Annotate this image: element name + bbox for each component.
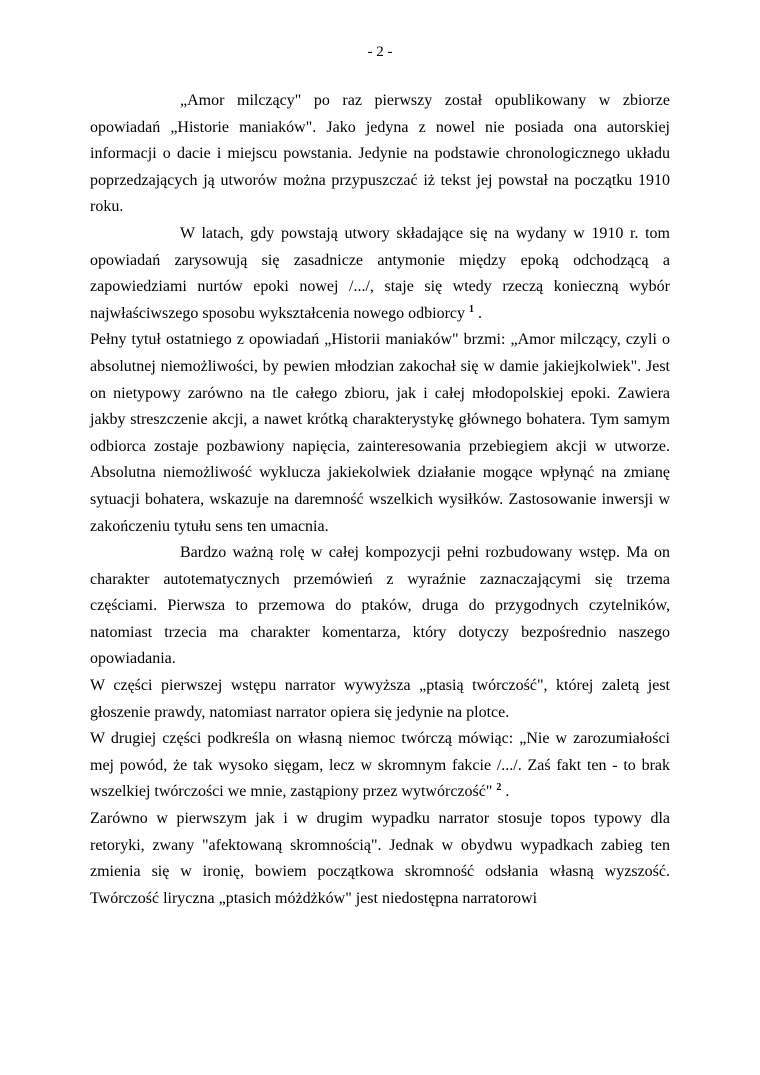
body-text bbox=[90, 88, 670, 912]
footnote-marker-2: 2 bbox=[496, 782, 502, 794]
page-number: - 2 - bbox=[367, 44, 393, 60]
paragraph-6-end: . bbox=[505, 783, 510, 801]
footnote-marker-1: 1 bbox=[469, 303, 475, 315]
paragraph-4-text: Bardzo ważną rolę w całej kompozycji pełni rozbudowany wstęp. Ma on charakter autotematycznych przemówień z wyraźnie zaznaczającymi się trzema częściami. Pierwsza to przemowa do ptaków, druga do przygodnych czytelników, natomiast trzecia ma charakter komentarza, który dotyczy bezpośrednio naszego opowiadania. bbox=[90, 544, 670, 668]
paragraph-2 bbox=[90, 221, 670, 327]
paragraph-6 bbox=[90, 726, 670, 806]
paragraph-7-text: Zarówno w pierwszym jak i w drugim wypadku narrator stosuje topos typowy dla retoryki, zwany "afektowaną skromnością". Jednak w obydwu wypadkach zabieg ten zmienia się w ironię, bowiem początkowa skromność odsłania własną wyzszość. Twórczość liryczna „ptasich móżdżków" jest niedostępna narratorowi bbox=[90, 810, 670, 907]
paragraph-7 bbox=[90, 806, 670, 912]
paragraph-3-text: Pełny tytuł ostatniego z opowiadań „Historii maniaków" brzmi: „Amor milczący, czyli o absolutnej niemożliwości, by pewien młodzian zakochał się w damie jakiejkolwiek". Jest on nietypowy zarówno na tle całego zbioru, jak i całej młodopolskiej epoki. Zawiera jakby streszczenie akcji, a nawet krótką charakterystykę głównego bohatera. Tym samym odbiorca zostaje pozbawiony napięcia, zainteresowania przebiegiem akcji w utworze. Absolutna niemożliwość wyklucza jakiekolwiek działanie mogące wpłynąć na zmianę sytuacji bohatera, wskazuje na daremność wszelkich wysiłków. Zastosowanie inwersji w zakończeniu tytułu sens ten umacnia. bbox=[90, 331, 670, 535]
paragraph-2-end: . bbox=[478, 304, 483, 322]
paragraph-3 bbox=[90, 327, 670, 540]
paragraph-6-text: W drugiej części podkreśla on własną niemoc twórczą mówiąc: „Nie w zarozumiałości mej powód, że tak wysoko sięgam, lecz w skromnym fakcie /.../. Zaś fakt ten - to brak wszelkiej twórczości we mnie, zastąpiony przez wytwórczość" bbox=[90, 730, 670, 801]
paragraph-5-text: W części pierwszej wstępu narrator wywyższa „ptasią twórczość", której zaletą jest głoszenie prawdy, natomiast narrator opiera się jedynie na plotce. bbox=[90, 677, 670, 721]
paragraph-1 bbox=[90, 88, 670, 221]
paragraph-2-text: W latach, gdy powstają utwory składające się na wydany w 1910 r. tom opowiadań zarysowują się zasadnicze antymonie między epoką odchodzącą a zapowiedziami nurtów epoki nowej /.../, staje się wtedy rzeczą konieczną wybór najwłaściwszego sposobu wykształcenia nowego odbiorcy bbox=[90, 224, 670, 322]
paragraph-1-text: „Amor milczący" po raz pierwszy został opublikowany w zbiorze opowiadań „Historie maniaków". Jako jedyna z nowel nie posiada ona autorskiej informacji o dacie i miejscu powstania. Jedynie na podstawie chronologicznego układu poprzedzających ją utworów można przypuszczać iż tekst jej powstał na początku 1910 roku. bbox=[90, 92, 670, 216]
paragraph-4 bbox=[90, 540, 670, 673]
paragraph-5 bbox=[90, 673, 670, 726]
